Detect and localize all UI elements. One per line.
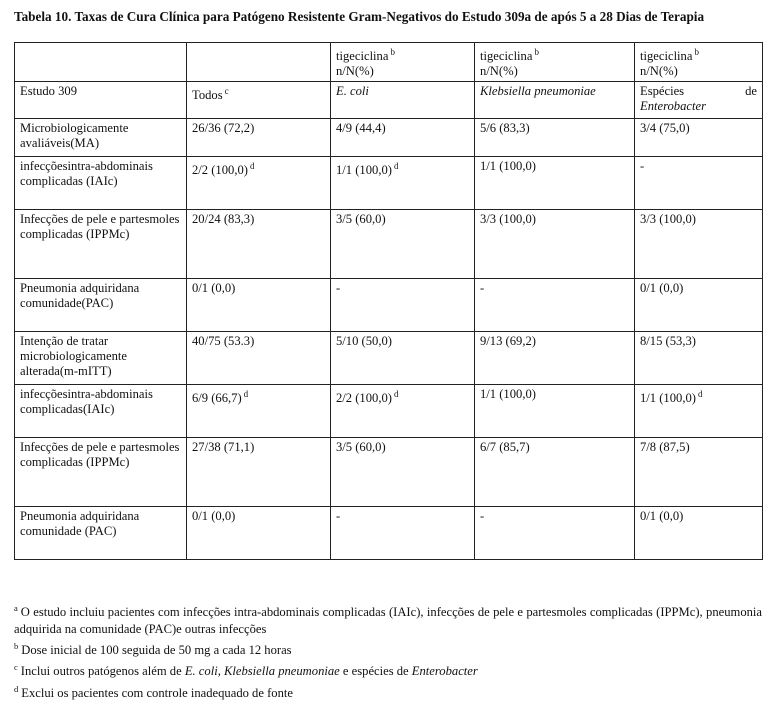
value-cell (635, 438, 763, 507)
footnote-mark-c: c (224, 86, 229, 97)
value-cell (187, 210, 331, 279)
value-cell (475, 157, 635, 210)
value-cell (187, 157, 331, 210)
cell-value: 2/2 (100,0) (336, 391, 392, 406)
footnote-mark-d: d (697, 389, 703, 400)
table-row (15, 157, 763, 210)
table-title: Tabela 10. Taxas de Cura Clínica para Patógeno Resistente Gram-Negativos do Estudo 309a de após 5 a 28 Dias de Terapia (14, 9, 705, 24)
value-cell (475, 332, 635, 385)
cell-value: 0/1 (0,0) (192, 281, 236, 296)
cell-value: 5/6 (83,3) (480, 121, 530, 136)
row-label: infecçõesintra-abdominais complicadas(IAIc) (15, 385, 187, 438)
value-cell (187, 438, 331, 507)
cell-value: 9/13 (69,2) (480, 334, 536, 349)
cell-value: 6/9 (66,7) (192, 391, 242, 406)
table-row (15, 119, 763, 157)
cell-value: 1/1 (100,0) (480, 387, 536, 402)
cell-value: 1/1 (100,0) (336, 163, 392, 178)
value-cell (331, 438, 475, 507)
value-cell (331, 210, 475, 279)
footnote-mark-d: d (243, 389, 249, 400)
value-cell (187, 385, 331, 438)
table-row (15, 210, 763, 279)
value-cell (331, 157, 475, 210)
value-cell (187, 332, 331, 385)
footnote-b: $^b$ Dose inicial de 100 seguida de 50 mg a cada 12 horas (14, 641, 292, 658)
value-cell (475, 210, 635, 279)
header-drug-entero (635, 43, 763, 82)
header-empty-2 (187, 43, 331, 82)
cell-value: 5/10 (50,0) (336, 334, 392, 349)
table-row (15, 438, 763, 507)
row-label: Pneumonia adquiridana comunidade(PAC) (15, 279, 187, 332)
value-cell (475, 507, 635, 560)
table-row (15, 385, 763, 438)
entero-label (635, 82, 763, 119)
header-empty-1 (15, 43, 187, 82)
cell-value: 3/3 (100,0) (480, 212, 536, 227)
row-label: infecçõesintra-abdominais complicadas (IAIc) (15, 157, 187, 210)
header-row (15, 43, 763, 82)
value-cell (475, 385, 635, 438)
footnote-d: $^d$ Exclui os pacientes com controle inadequado de fonte (14, 683, 293, 700)
all-pathogens-label: Todos $^c$ (187, 82, 331, 119)
footnote-mark-b: b (694, 47, 699, 57)
value-cell (187, 279, 331, 332)
value-cell (635, 332, 763, 385)
cell-value: - (640, 159, 645, 174)
cure-rates-table (14, 42, 763, 560)
value-cell (635, 119, 763, 157)
cell-value: 27/38 (71,1) (192, 440, 255, 455)
footnote-c: $^c$ Inclui outros patógenos além de E. coli, Klebsiella pneumoniae e espécies de Enterobacter (14, 662, 478, 679)
value-cell (635, 507, 763, 560)
value-cell (635, 210, 763, 279)
header-drug-kleb (475, 43, 635, 82)
entero-prefix: Espécies de (640, 84, 757, 99)
cell-value: - (336, 509, 341, 524)
study-label: Estudo 309 (15, 82, 187, 119)
cell-value: 20/24 (83,3) (192, 212, 255, 227)
value-cell (331, 279, 475, 332)
value-cell (331, 385, 475, 438)
row-label: Pneumonia adquiridana comunidade (PAC) (15, 507, 187, 560)
value-cell (331, 507, 475, 560)
cell-value: 40/75 (53.3) (192, 334, 255, 349)
value-cell (635, 157, 763, 210)
table-row (15, 332, 763, 385)
cell-value: 3/4 (75,0) (640, 121, 690, 136)
cell-value: 26/36 (72,2) (192, 121, 255, 136)
entero-name: Enterobacter (640, 99, 706, 114)
cell-value: 3/5 (60,0) (336, 440, 386, 455)
ecoli-label: E. coli (331, 82, 475, 119)
value-cell (635, 385, 763, 438)
drug-name: tigeciclina (336, 49, 389, 64)
row-label: Infecções de pele e partesmoles complicadas (IPPMc) (15, 438, 187, 507)
header-drug-ecoli (331, 43, 475, 82)
footnote-mark-b: b (534, 47, 539, 57)
kleb-label: Klebsiella pneumoniae (475, 82, 635, 119)
footnote-mark-d: d (393, 389, 399, 400)
cell-value: 0/1 (0,0) (192, 509, 236, 524)
row-label: Microbiologicamente avaliáveis(MA) (15, 119, 187, 157)
row-label: Infecções de pele e partesmoles complicadas (IPPMc) (15, 210, 187, 279)
value-cell (331, 332, 475, 385)
drug-name: tigeciclina (640, 49, 693, 64)
unit-label: n/N(%) (640, 64, 678, 79)
cell-value: 8/15 (53,3) (640, 334, 696, 349)
value-cell (331, 119, 475, 157)
cell-value: 0/1 (0,0) (640, 509, 684, 524)
footnote-mark-b: b (390, 47, 395, 57)
table-row (15, 279, 763, 332)
value-cell (475, 119, 635, 157)
value-cell (475, 279, 635, 332)
footnotes (14, 600, 762, 702)
cell-value: - (480, 509, 485, 524)
table-row (15, 507, 763, 560)
cell-value: 2/2 (100,0) (192, 163, 248, 178)
cell-value: 1/1 (100,0) (480, 159, 536, 174)
cell-value: 3/5 (60,0) (336, 212, 386, 227)
footnote-a: $^a$ O estudo incluiu pacientes com infecções intra-abdominais complicadas (IAIc), infecções de pele e partesmoles complicadas (IPPMc), pneumonia adquirida na comunidade (PAC)e outras infecções (14, 603, 762, 637)
cell-value: 0/1 (0,0) (640, 281, 684, 296)
footnote-mark-d: d (249, 161, 255, 172)
value-cell (187, 119, 331, 157)
cell-value: - (480, 281, 485, 296)
cell-value: 6/7 (85,7) (480, 440, 530, 455)
cell-value: 1/1 (100,0) (640, 391, 696, 406)
cell-value: 4/9 (44,4) (336, 121, 386, 136)
value-cell (475, 438, 635, 507)
unit-label: n/N(%) (336, 64, 374, 79)
row-label: Intenção de tratar microbiologicamente alterada(m-mITT) (15, 332, 187, 385)
drug-name: tigeciclina (480, 49, 533, 64)
unit-label: n/N(%) (480, 64, 518, 79)
value-cell (187, 507, 331, 560)
cell-value: 7/8 (87,5) (640, 440, 690, 455)
cell-value: 3/3 (100,0) (640, 212, 696, 227)
cell-value: - (336, 281, 341, 296)
subheader-row (15, 82, 763, 119)
value-cell (635, 279, 763, 332)
footnote-mark-d: d (393, 161, 399, 172)
